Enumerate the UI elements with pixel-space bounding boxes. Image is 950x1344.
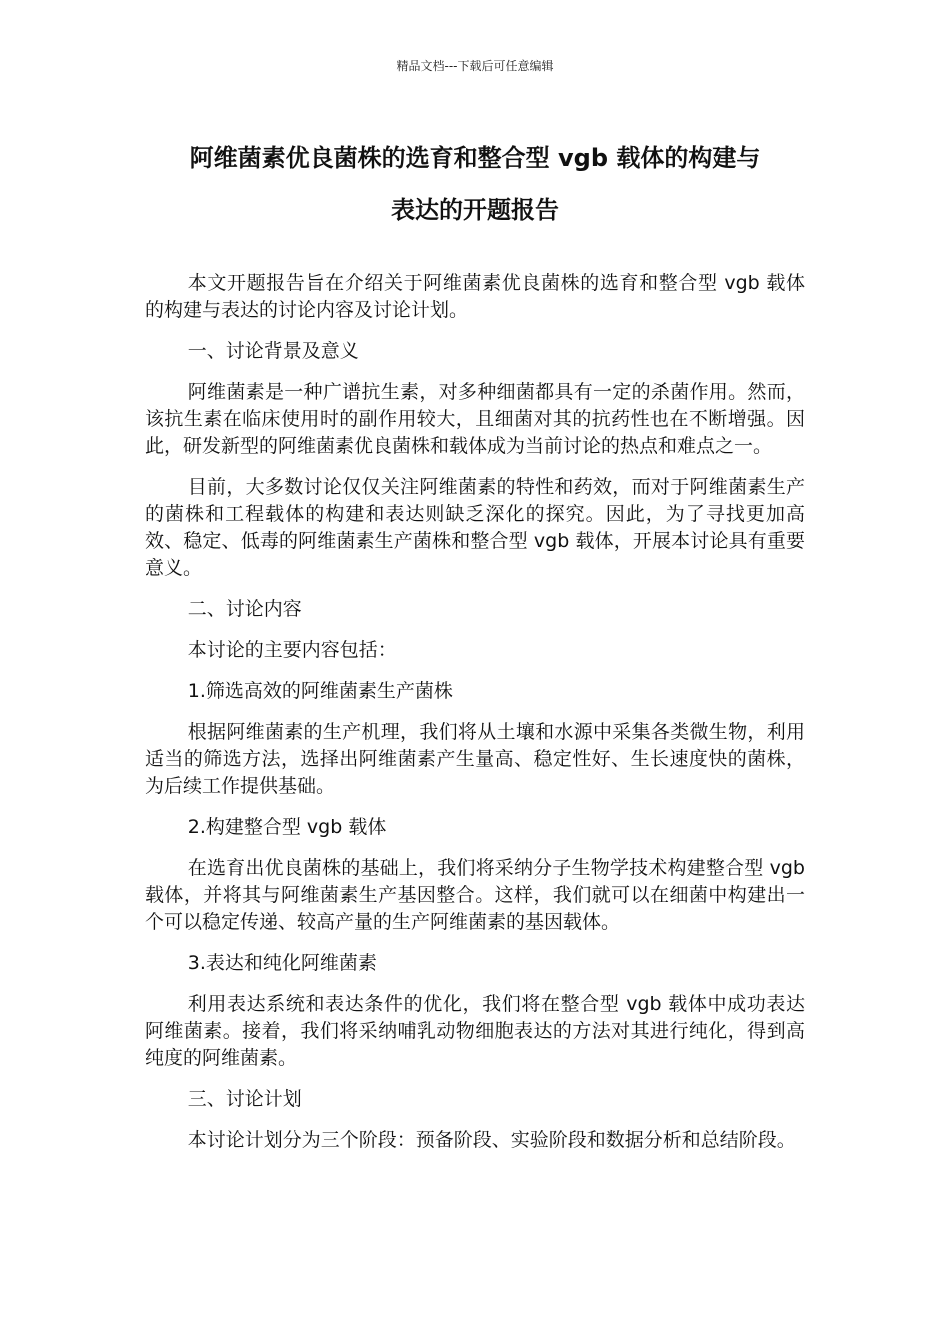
document-body xyxy=(145,270,805,1168)
section-heading-plan: 三、讨论计划 xyxy=(187,1088,302,1110)
title-line-2: 表达的开题报告 xyxy=(391,196,559,224)
subheading-1: 1.筛选高效的阿维菌素生产菌株 xyxy=(187,680,453,702)
intro-paragraph: 本文开题报告旨在介绍关于阿维菌素优良菌株的选育和整合型 vgb 载体的构建与表达的讨论内容及讨论计划。 xyxy=(145,272,805,321)
paragraph: 利用表达系统和表达条件的优化，我们将在整合型 vgb 载体中成功表达阿维菌素。接着，我们将采纳哺乳动物细胞表达的方法对其进行纯化，得到高纯度的阿维菌素。 xyxy=(145,993,805,1069)
paragraph: 目前，大多数讨论仅仅关注阿维菌素的特性和药效，而对于阿维菌素生产的菌株和工程载体的构建和表达则缺乏深化的探究。因此，为了寻找更加高效、稳定、低毒的阿维菌素生产菌株和整合型 vgb 载体，开展本讨论具有重要意义。 xyxy=(145,476,805,579)
subheading-3: 3.表达和纯化阿维菌素 xyxy=(187,952,377,974)
paragraph: 根据阿维菌素的生产机理，我们将从土壤和水源中采集各类微生物，利用适当的筛选方法，选择出阿维菌素产生量高、稳定性好、生长速度快的菌株，为后续工作提供基础。 xyxy=(145,721,805,797)
section-heading-content: 二、讨论内容 xyxy=(187,598,302,620)
paragraph: 本讨论计划分为三个阶段：预备阶段、实验阶段和数据分析和总结阶段。 xyxy=(187,1129,796,1151)
page-header: 精品文档---下载后可任意编辑 xyxy=(396,59,554,73)
section-heading-background: 一、讨论背景及意义 xyxy=(187,340,359,362)
paragraph: 本讨论的主要内容包括： xyxy=(187,639,397,661)
subheading-2: 2.构建整合型 vgb 载体 xyxy=(187,816,387,838)
paragraph: 在选育出优良菌株的基础上，我们将采纳分子生物学技术构建整合型 vgb 载体，并将其与阿维菌素生产基因整合。这样，我们就可以在细菌中构建出一个可以稳定传递、较高产量的生产阿维菌素的基因载体。 xyxy=(145,857,805,933)
paragraph: 阿维菌素是一种广谱抗生素，对多种细菌都具有一定的杀菌作用。然而，该抗生素在临床使用时的副作用较大，且细菌对其的抗药性也在不断增强。因此，研发新型的阿维菌素优良菌株和载体成为当前讨论的热点和难点之一。 xyxy=(145,381,805,457)
document-title xyxy=(130,132,820,236)
title-line-1: 阿维菌素优良菌株的选育和整合型 vgb 载体的构建与 xyxy=(189,144,761,172)
